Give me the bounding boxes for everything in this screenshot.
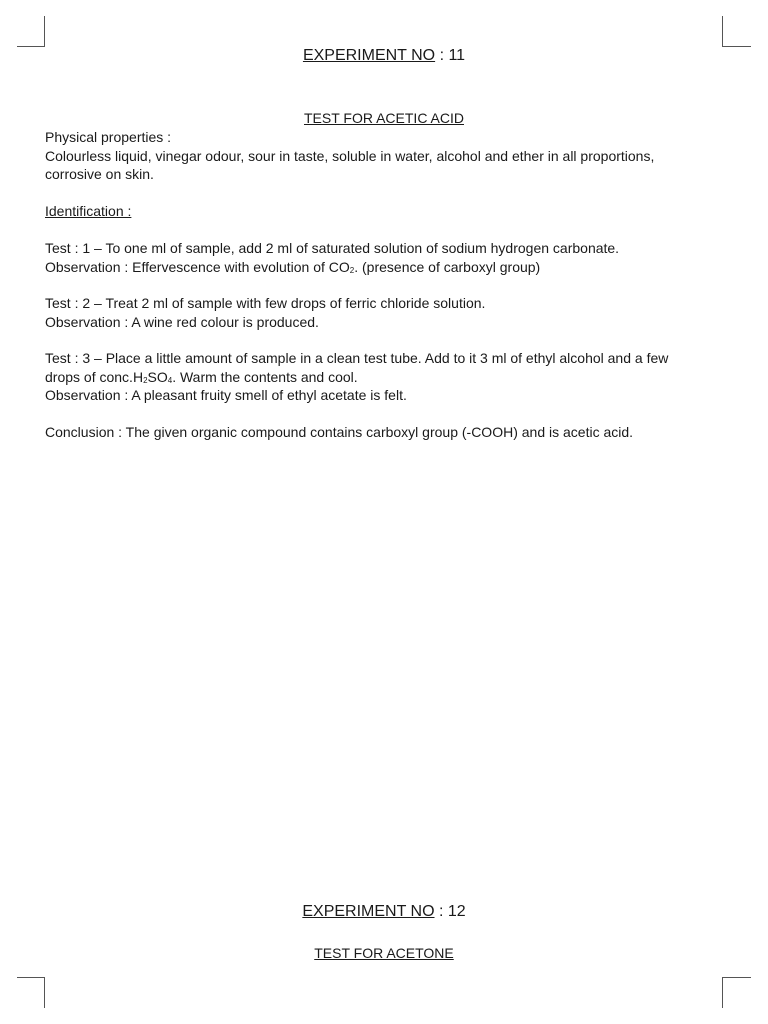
test-3-subscript-1: 2 — [143, 376, 148, 385]
test-3-line-2-a: drops of conc.H — [45, 369, 144, 385]
test-1-subscript: 2 — [349, 266, 355, 275]
identification-heading: Identification : — [45, 203, 132, 219]
physical-properties-line-2: corrosive on skin. — [45, 166, 154, 182]
crop-mark-bottom-right — [722, 977, 751, 1008]
experiment-11-heading — [0, 47, 768, 65]
experiment-12-title: TEST FOR ACETONE — [314, 945, 454, 961]
experiment-11-label: EXPERIMENT NO — [302, 47, 436, 64]
test-2-text: Test : 2 – Treat 2 ml of sample with few drops of ferric chloride solution. — [45, 295, 486, 311]
crop-mark-top-left — [17, 16, 45, 47]
crop-mark-bottom-left — [17, 977, 45, 1008]
test-3-subscript-2: 4 — [167, 376, 173, 385]
test-1-observation — [45, 259, 540, 275]
test-3-line-2-c: . Warm the contents and cool. — [172, 369, 358, 385]
experiment-12-label: EXPERIMENT NO — [302, 903, 435, 920]
test-3-line-2-b: SO — [147, 369, 168, 385]
test-1-observation-suffix: . (presence of carboxyl group) — [354, 259, 541, 275]
test-1-observation-text: Observation : Effervescence with evolution of CO — [45, 259, 350, 275]
experiment-11-number: : 11 — [439, 47, 466, 64]
test-2-observation: Observation : A wine red colour is produced. — [45, 314, 319, 330]
physical-properties-line-1: Colourless liquid, vinegar odour, sour in taste, soluble in water, alcohol and ether in all proportions, — [45, 148, 655, 164]
test-1-text: Test : 1 – To one ml of sample, add 2 ml of saturated solution of sodium hydrogen carbonate. — [45, 240, 620, 256]
test-3-line-1: Test : 3 – Place a little amount of sample in a clean test tube. Add to it 3 ml of ethyl alcohol and a few — [45, 350, 669, 366]
physical-properties-heading: Physical properties : — [45, 129, 172, 145]
conclusion: Conclusion : The given organic compound contains carboxyl group (-COOH) and is acetic acid. — [45, 424, 634, 440]
test-3-line-2 — [45, 369, 358, 385]
experiment-11-title: TEST FOR ACETIC ACID — [304, 110, 464, 126]
crop-mark-top-right — [722, 16, 751, 47]
test-3-observation: Observation : A pleasant fruity smell of ethyl acetate is felt. — [45, 387, 407, 403]
experiment-12-number: : 12 — [438, 903, 466, 920]
experiment-12-heading — [0, 903, 768, 921]
